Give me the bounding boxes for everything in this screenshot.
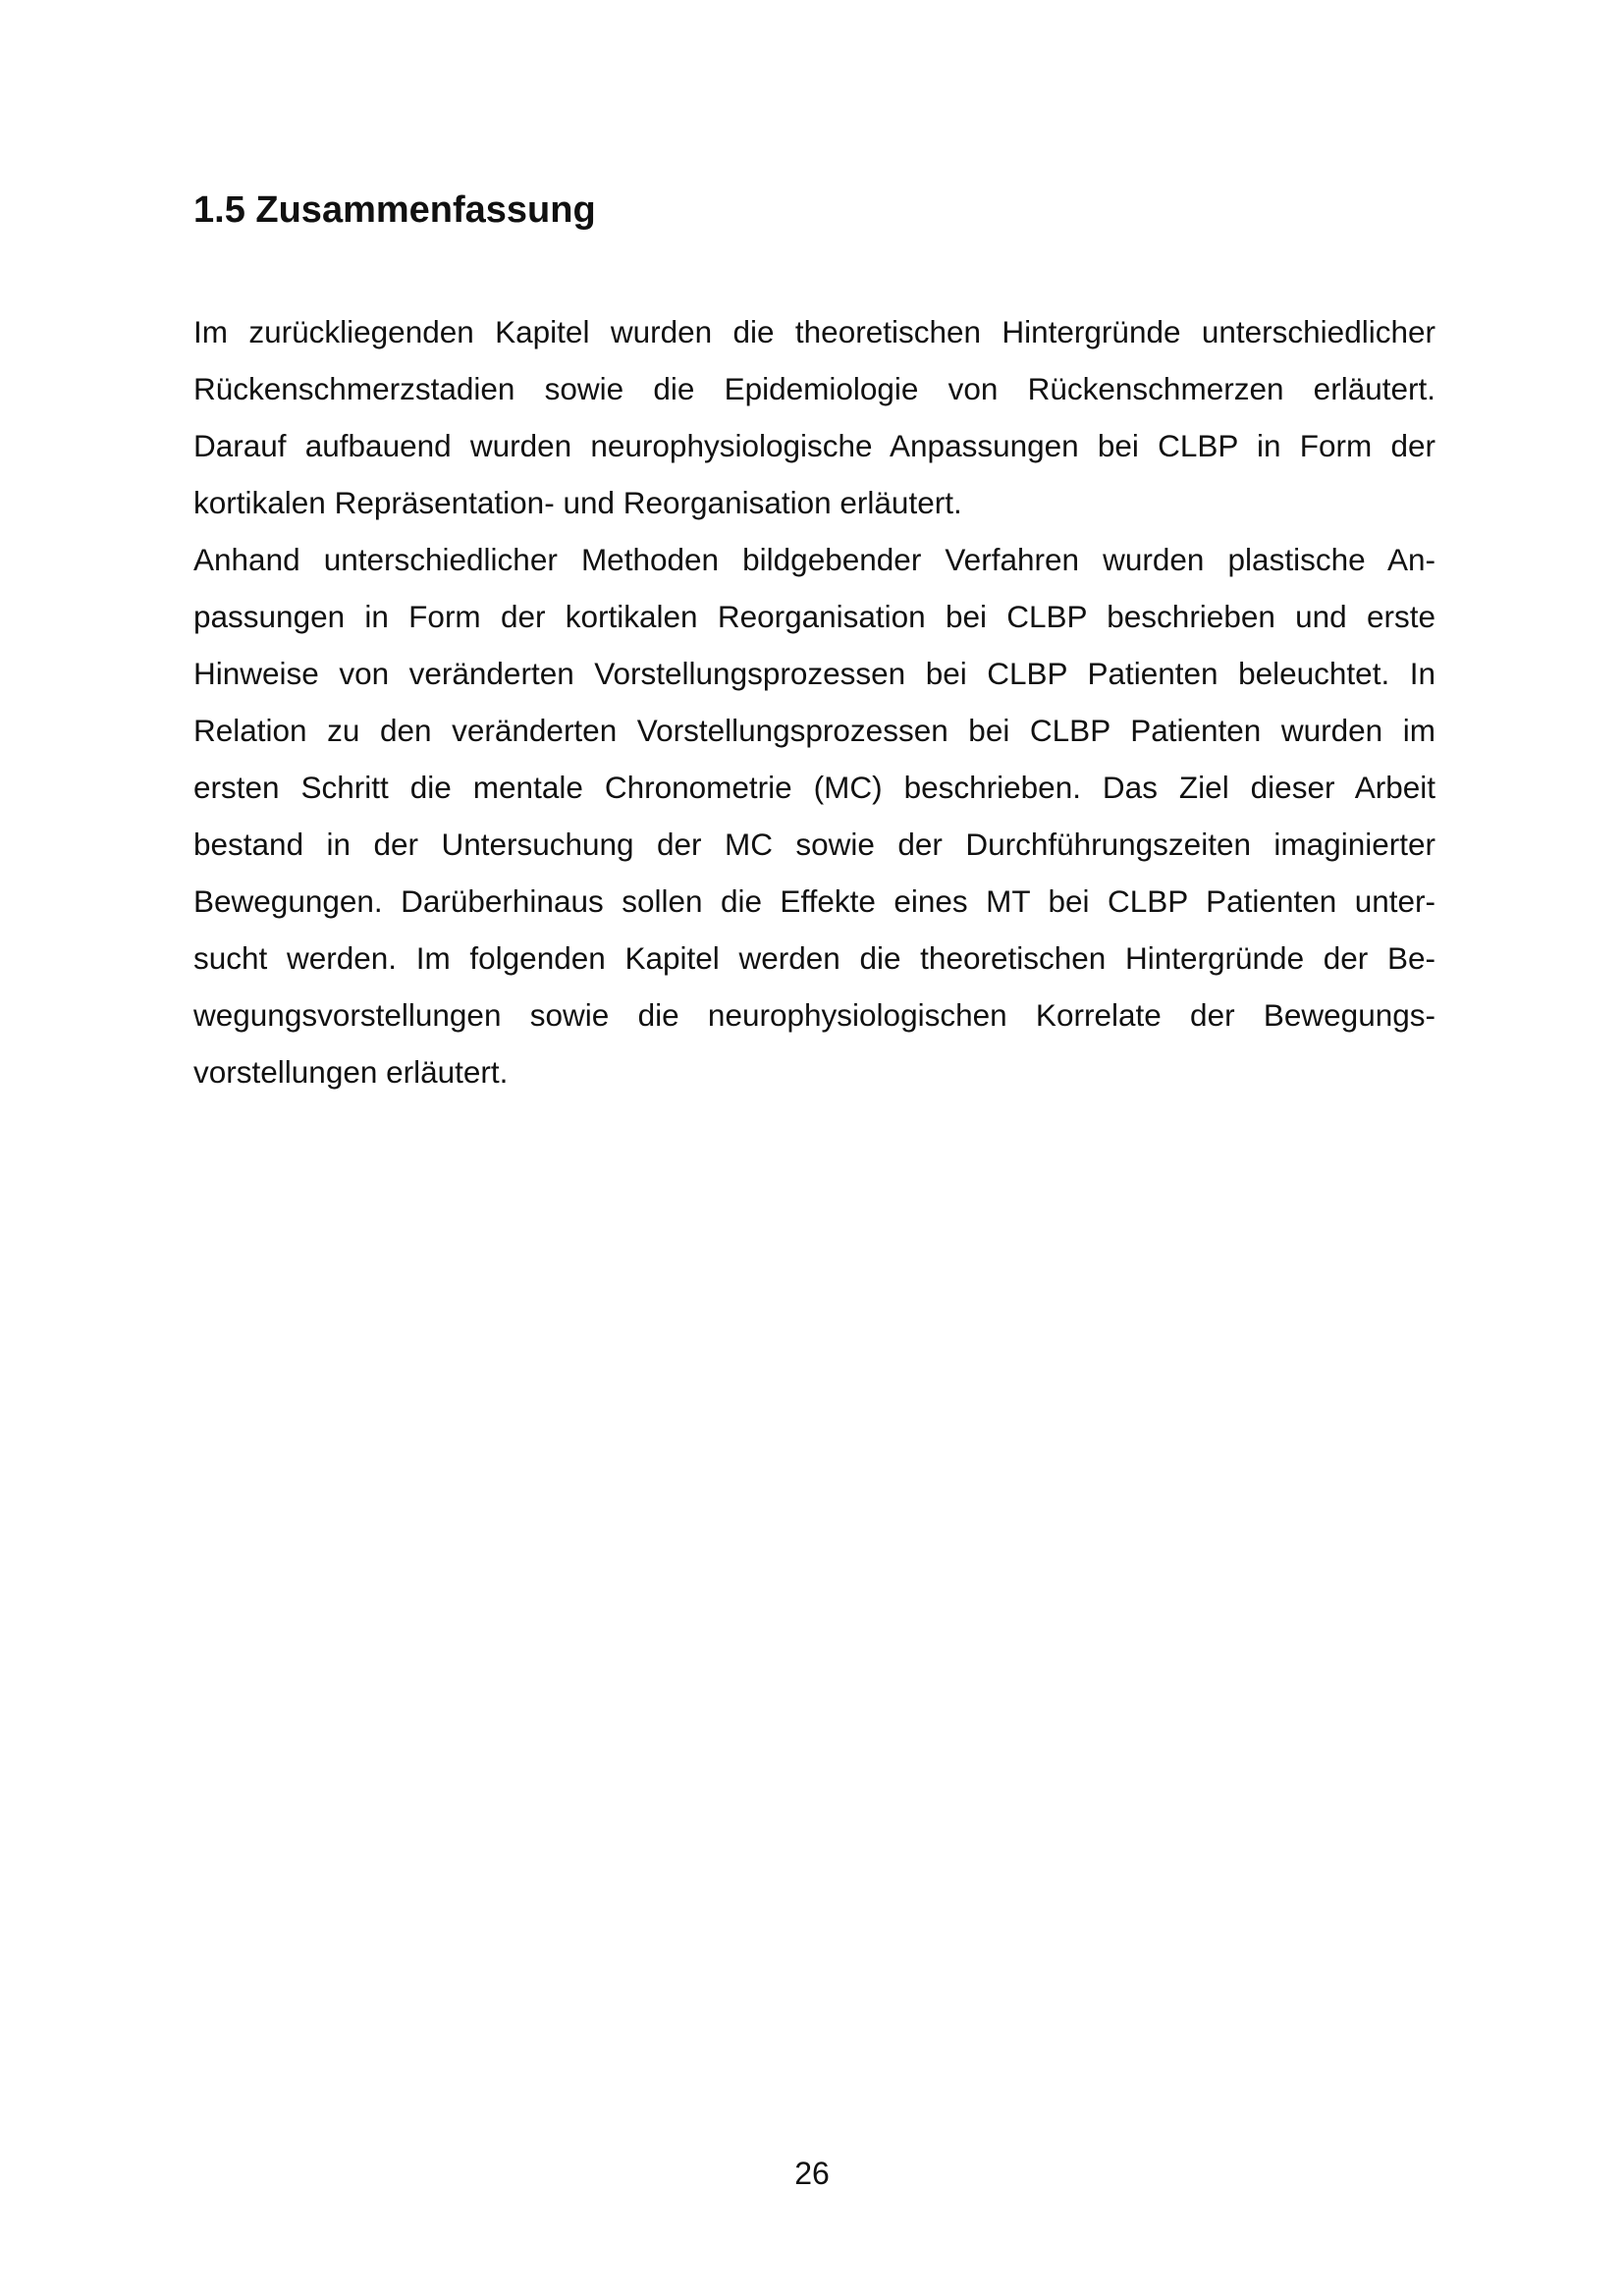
- text-line: Relation zu den veränderten Vorstellungsprozessen bei CLBP Patienten wurden im: [193, 713, 1435, 748]
- text-line: vorstellungen erläutert.: [193, 1054, 509, 1090]
- body-paragraph: [193, 303, 1435, 1100]
- page-number: 26: [794, 2156, 830, 2191]
- text-line: ersten Schritt die mentale Chronometrie (MC) beschrieben. Das Ziel dieser Arbeit: [193, 770, 1435, 805]
- text-line: Bewegungen. Darüberhinaus sollen die Effekte eines MT bei CLBP Patienten unter-: [193, 883, 1435, 919]
- text-line: kortikalen Repräsentation- und Reorganisation erläutert.: [193, 485, 962, 520]
- text-line: Anhand unterschiedlicher Methoden bildgebender Verfahren wurden plastische An-: [193, 542, 1435, 577]
- text-line: bestand in der Untersuchung der MC sowie der Durchführungszeiten imaginierter: [193, 827, 1435, 862]
- text-line: wegungsvorstellungen sowie die neurophysiologischen Korrelate der Bewegungs-: [193, 997, 1435, 1033]
- text-line: Hinweise von veränderten Vorstellungsprozessen bei CLBP Patienten beleuchtet. In: [193, 656, 1435, 691]
- text-line: Im zurückliegenden Kapitel wurden die theoretischen Hintergründe unterschiedlicher: [193, 314, 1435, 349]
- text-line: Darauf aufbauend wurden neurophysiologische Anpassungen bei CLBP in Form der: [193, 428, 1435, 463]
- text-line: sucht werden. Im folgenden Kapitel werden die theoretischen Hintergründe der Be-: [193, 940, 1435, 976]
- text-line: passungen in Form der kortikalen Reorganisation bei CLBP beschrieben und erste: [193, 599, 1435, 634]
- section-heading: 1.5 Zusammenfassung: [193, 189, 596, 231]
- text-line: Rückenschmerzstadien sowie die Epidemiologie von Rückenschmerzen erläutert.: [193, 371, 1435, 406]
